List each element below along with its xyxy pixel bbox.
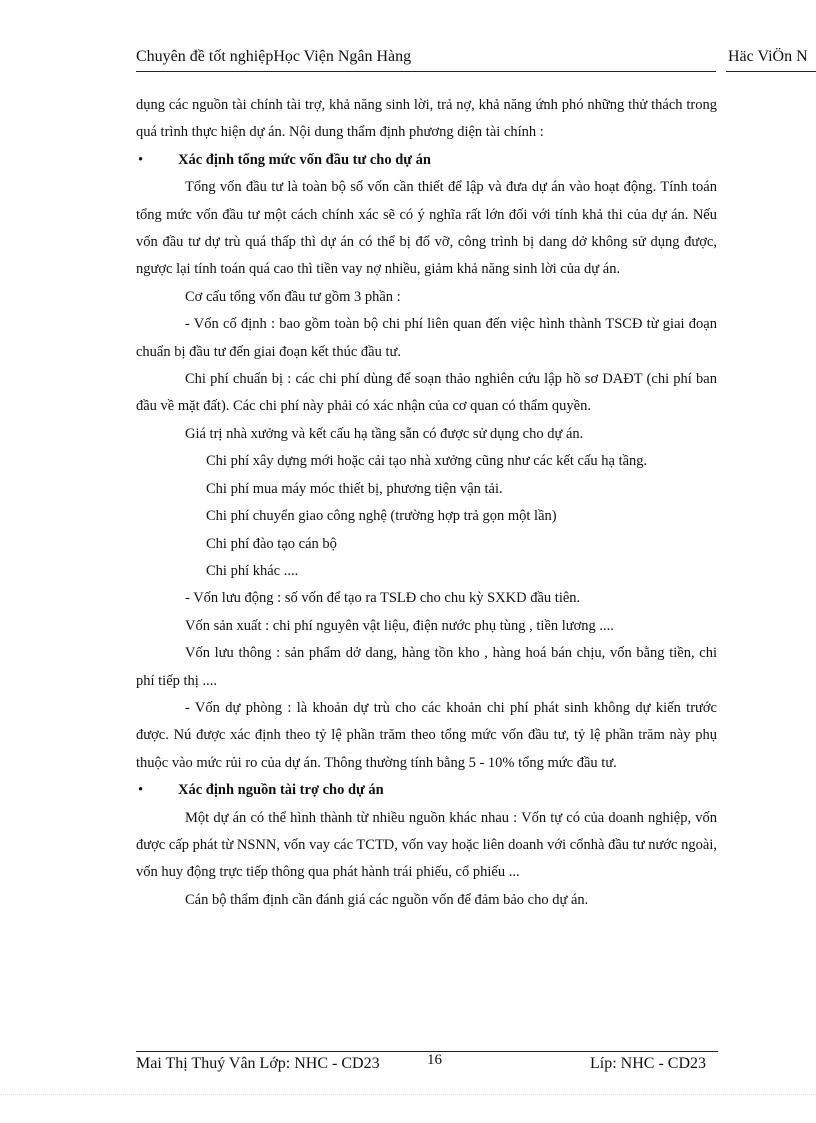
document-body: [136, 92, 717, 914]
list-item: Chi phí xây dựng mới hoặc cải tạo nhà xưởng cũng như các kết cấu hạ tầng.: [206, 453, 648, 470]
footer-author: Mai Thị Thuý Vân Lớp: NHC - CD23: [136, 1055, 380, 1072]
paragraph: - Vốn dự phòng : là khoản dự trù cho các khoản chi phí phát sinh không dự kiến trước được. Nú được xác định theo tỷ lệ phần trăm theo tổng mức vốn đầu tư, tỷ lệ phần trăm này phụ thuộc vào mức rủi ro của dự án. Thông thường tính bằng 5 - 10% tổng mức đầu tư.: [136, 699, 717, 771]
paragraph: Giá trị nhà xưởng và kết cấu hạ tầng sẵn có được sử dụng cho dự án.: [185, 425, 584, 442]
paragraph: Một dự án có thể hình thành từ nhiều nguồn khác nhau : Vốn tự có của doanh nghiệp, vốn được cấp phát từ NSNN, vốn vay các TCTD, vốn vay hoặc liên doanh với cổnhà đầu tư nước ngoài, vốn huy động trực tiếp thông qua phát hành trái phiếu, cổ phiếu ...: [136, 809, 717, 881]
paragraph: Vốn lưu thông : sản phẩm dở dang, hàng tồn kho , hàng hoá bán chịu, vốn bằng tiền, chi phí tiếp thị ....: [136, 645, 717, 689]
section-heading: [136, 777, 717, 804]
page-boundary: [0, 1094, 816, 1095]
heading-text: Xác định tổng mức vốn đầu tư cho dự án: [178, 151, 431, 168]
paragraph: Vốn sản xuất : chi phí nguyên vật liệu, điện nước phụ tùng , tiền lương ....: [185, 617, 614, 634]
bullet-icon: •: [138, 151, 144, 168]
paragraph: Chi phí chuẩn bị : các chi phí dùng để soạn thảo nghiên cứu lập hồ sơ DAĐT (chi phí ban đầu về mặt đất). Các chi phí này phải có xác nhận của cơ quan có thẩm quyền.: [136, 371, 717, 415]
header-title: Chuyên đề tốt nghiệpHọc Viện Ngân Hàng: [136, 48, 412, 65]
list-item: Chi phí đào tạo cán bộ: [206, 535, 337, 552]
list-item: Chi phí mua máy móc thiết bị, phương tiện vận tải.: [206, 480, 503, 497]
paragraph: - Vốn lưu động : số vốn để tạo ra TSLĐ cho chu kỳ SXKD đầu tiên.: [185, 590, 581, 607]
paragraph: dụng các nguồn tài chính tài trợ, khả năng sinh lời, trả nợ, khả năng ứnh phó những thử thách trong quá trình thực hiện dự án. Nội dung thẩm định phương diện tài chính :: [136, 97, 717, 141]
section-heading: [136, 147, 717, 174]
list-item: Chi phí khác ....: [206, 562, 299, 579]
header-institution: Häc ViÖn N: [728, 48, 808, 65]
paragraph: Cán bộ thẩm định cần đánh giá các nguồn vốn để đảm bảo cho dự án.: [185, 891, 589, 908]
list-item: Chi phí chuyển giao công nghệ (trường hợp trả gọn một lần): [206, 508, 557, 525]
paragraph: Cơ cấu tổng vốn đầu tư gồm 3 phần :: [185, 288, 401, 305]
bullet-icon: •: [138, 782, 144, 799]
heading-text: Xác định nguồn tài trợ cho dự án: [178, 782, 384, 799]
footer-class: Líp: NHC - CD23: [590, 1055, 706, 1072]
paragraph: - Vốn cố định : bao gồm toàn bộ chi phí liên quan đến việc hình thành TSCĐ từ giai đoạn chuẩn bị đầu tư đến giai đoạn kết thúc đầu tư.: [136, 316, 717, 360]
header-divider: [136, 71, 816, 72]
paragraph: Tổng vốn đầu tư là toàn bộ số vốn cần thiết để lập và đưa dự án vào hoạt động. Tính toán tổng mức vốn đầu tư một cách chính xác sẽ có ý nghĩa rất lớn đối với tính khả thi của dự án. Nếu vốn đầu tư dự trù quá thấp thì dự án có thể bị đổ vỡ, công trình bị dang dở không sử dụng được, ngược lại tính toán quá cao thì tiền vay nợ nhiều, giảm khả năng sinh lời của dự án.: [136, 179, 717, 278]
page-number: 16: [427, 1052, 442, 1068]
